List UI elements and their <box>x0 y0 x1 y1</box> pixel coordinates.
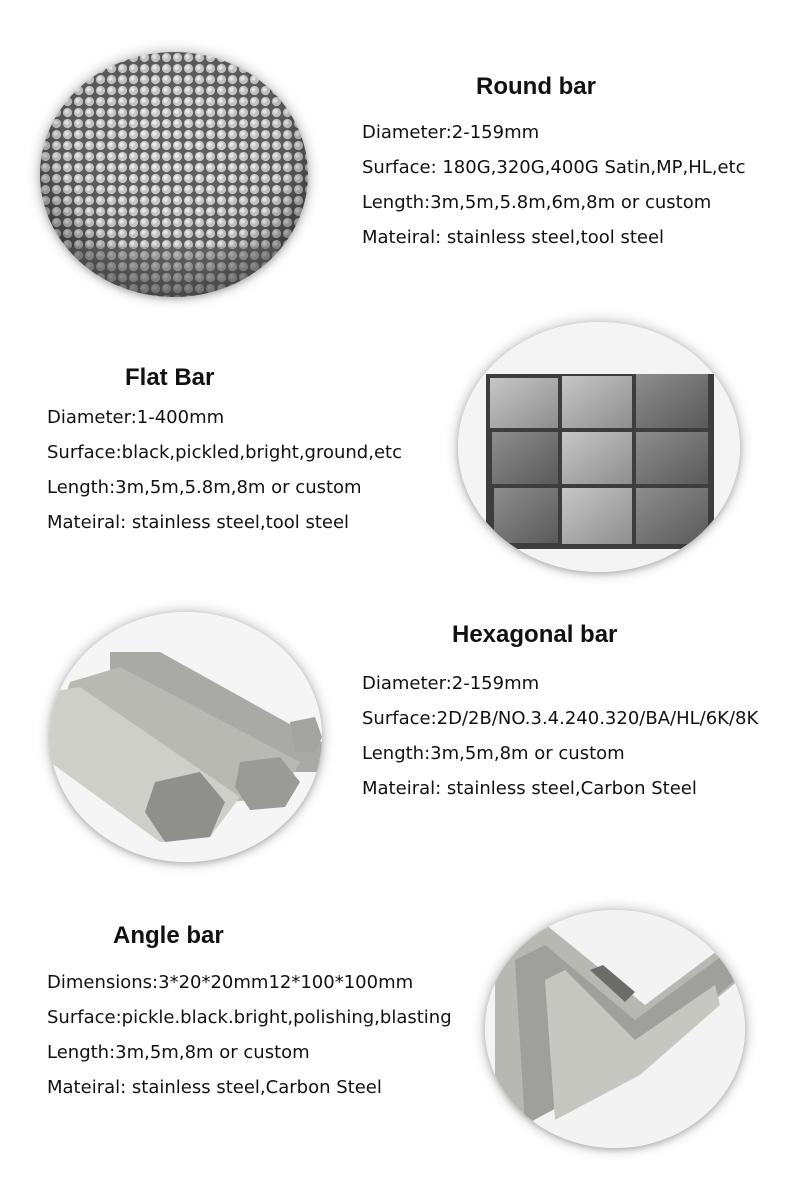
flat-bar-length: Length:3m,5m,5.8m,8m or custom <box>47 477 362 498</box>
angle-bar-length: Length:3m,5m,8m or custom <box>47 1042 310 1063</box>
round-bar-length: Length:3m,5m,5.8m,6m,8m or custom <box>362 192 712 213</box>
flat-bar-diameter: Diameter:1-400mm <box>47 407 225 428</box>
hexagonal-bar-surface: Surface:2D/2B/NO.3.4.240.320/BA/HL/6K/8K <box>362 708 759 729</box>
round-bar-title: Round bar <box>476 73 596 100</box>
hexagonal-bar-diameter: Diameter:2-159mm <box>362 673 540 694</box>
hexagonal-bar-spec-list <box>362 666 758 806</box>
round-bar-spec-list <box>362 115 746 255</box>
flat-bar-surface: Surface:black,pickled,bright,ground,etc <box>47 442 402 463</box>
hexagonal-bar-title: Hexagonal bar <box>452 621 618 648</box>
round-bar-diameter: Diameter:2-159mm <box>362 122 540 143</box>
hexagonal-bar-material: Mateiral: stainless steel,Carbon Steel <box>362 778 697 799</box>
flat-bar-stack-photo <box>458 322 740 572</box>
angle-bar-title: Angle bar <box>113 922 224 949</box>
angle-bar-material: Mateiral: stainless steel,Carbon Steel <box>47 1077 382 1098</box>
angle-bar-photo <box>485 910 745 1148</box>
flat-bar-section <box>0 300 790 600</box>
round-bar-section <box>0 0 790 300</box>
angle-bar-section <box>0 900 790 1186</box>
hexagonal-bar-section <box>0 600 790 900</box>
angle-bar-surface: Surface:pickle.black.bright,polishing,blasting <box>47 1007 452 1028</box>
round-bar-bundle-photo <box>40 52 308 297</box>
round-bar-surface: Surface: 180G,320G,400G Satin,MP,HL,etc <box>362 157 746 178</box>
flat-bar-material: Mateiral: stainless steel,tool steel <box>47 512 350 533</box>
angle-bar-spec-list <box>47 965 452 1105</box>
flat-bar-spec-list <box>47 400 402 540</box>
round-bar-material: Mateiral: stainless steel,tool steel <box>362 227 665 248</box>
angle-bar-dimensions: Dimensions:3*20*20mm12*100*100mm <box>47 972 414 993</box>
hexagonal-bar-length: Length:3m,5m,8m or custom <box>362 743 625 764</box>
hexagonal-bar-photo <box>50 612 322 862</box>
flat-bar-title: Flat Bar <box>125 364 215 391</box>
